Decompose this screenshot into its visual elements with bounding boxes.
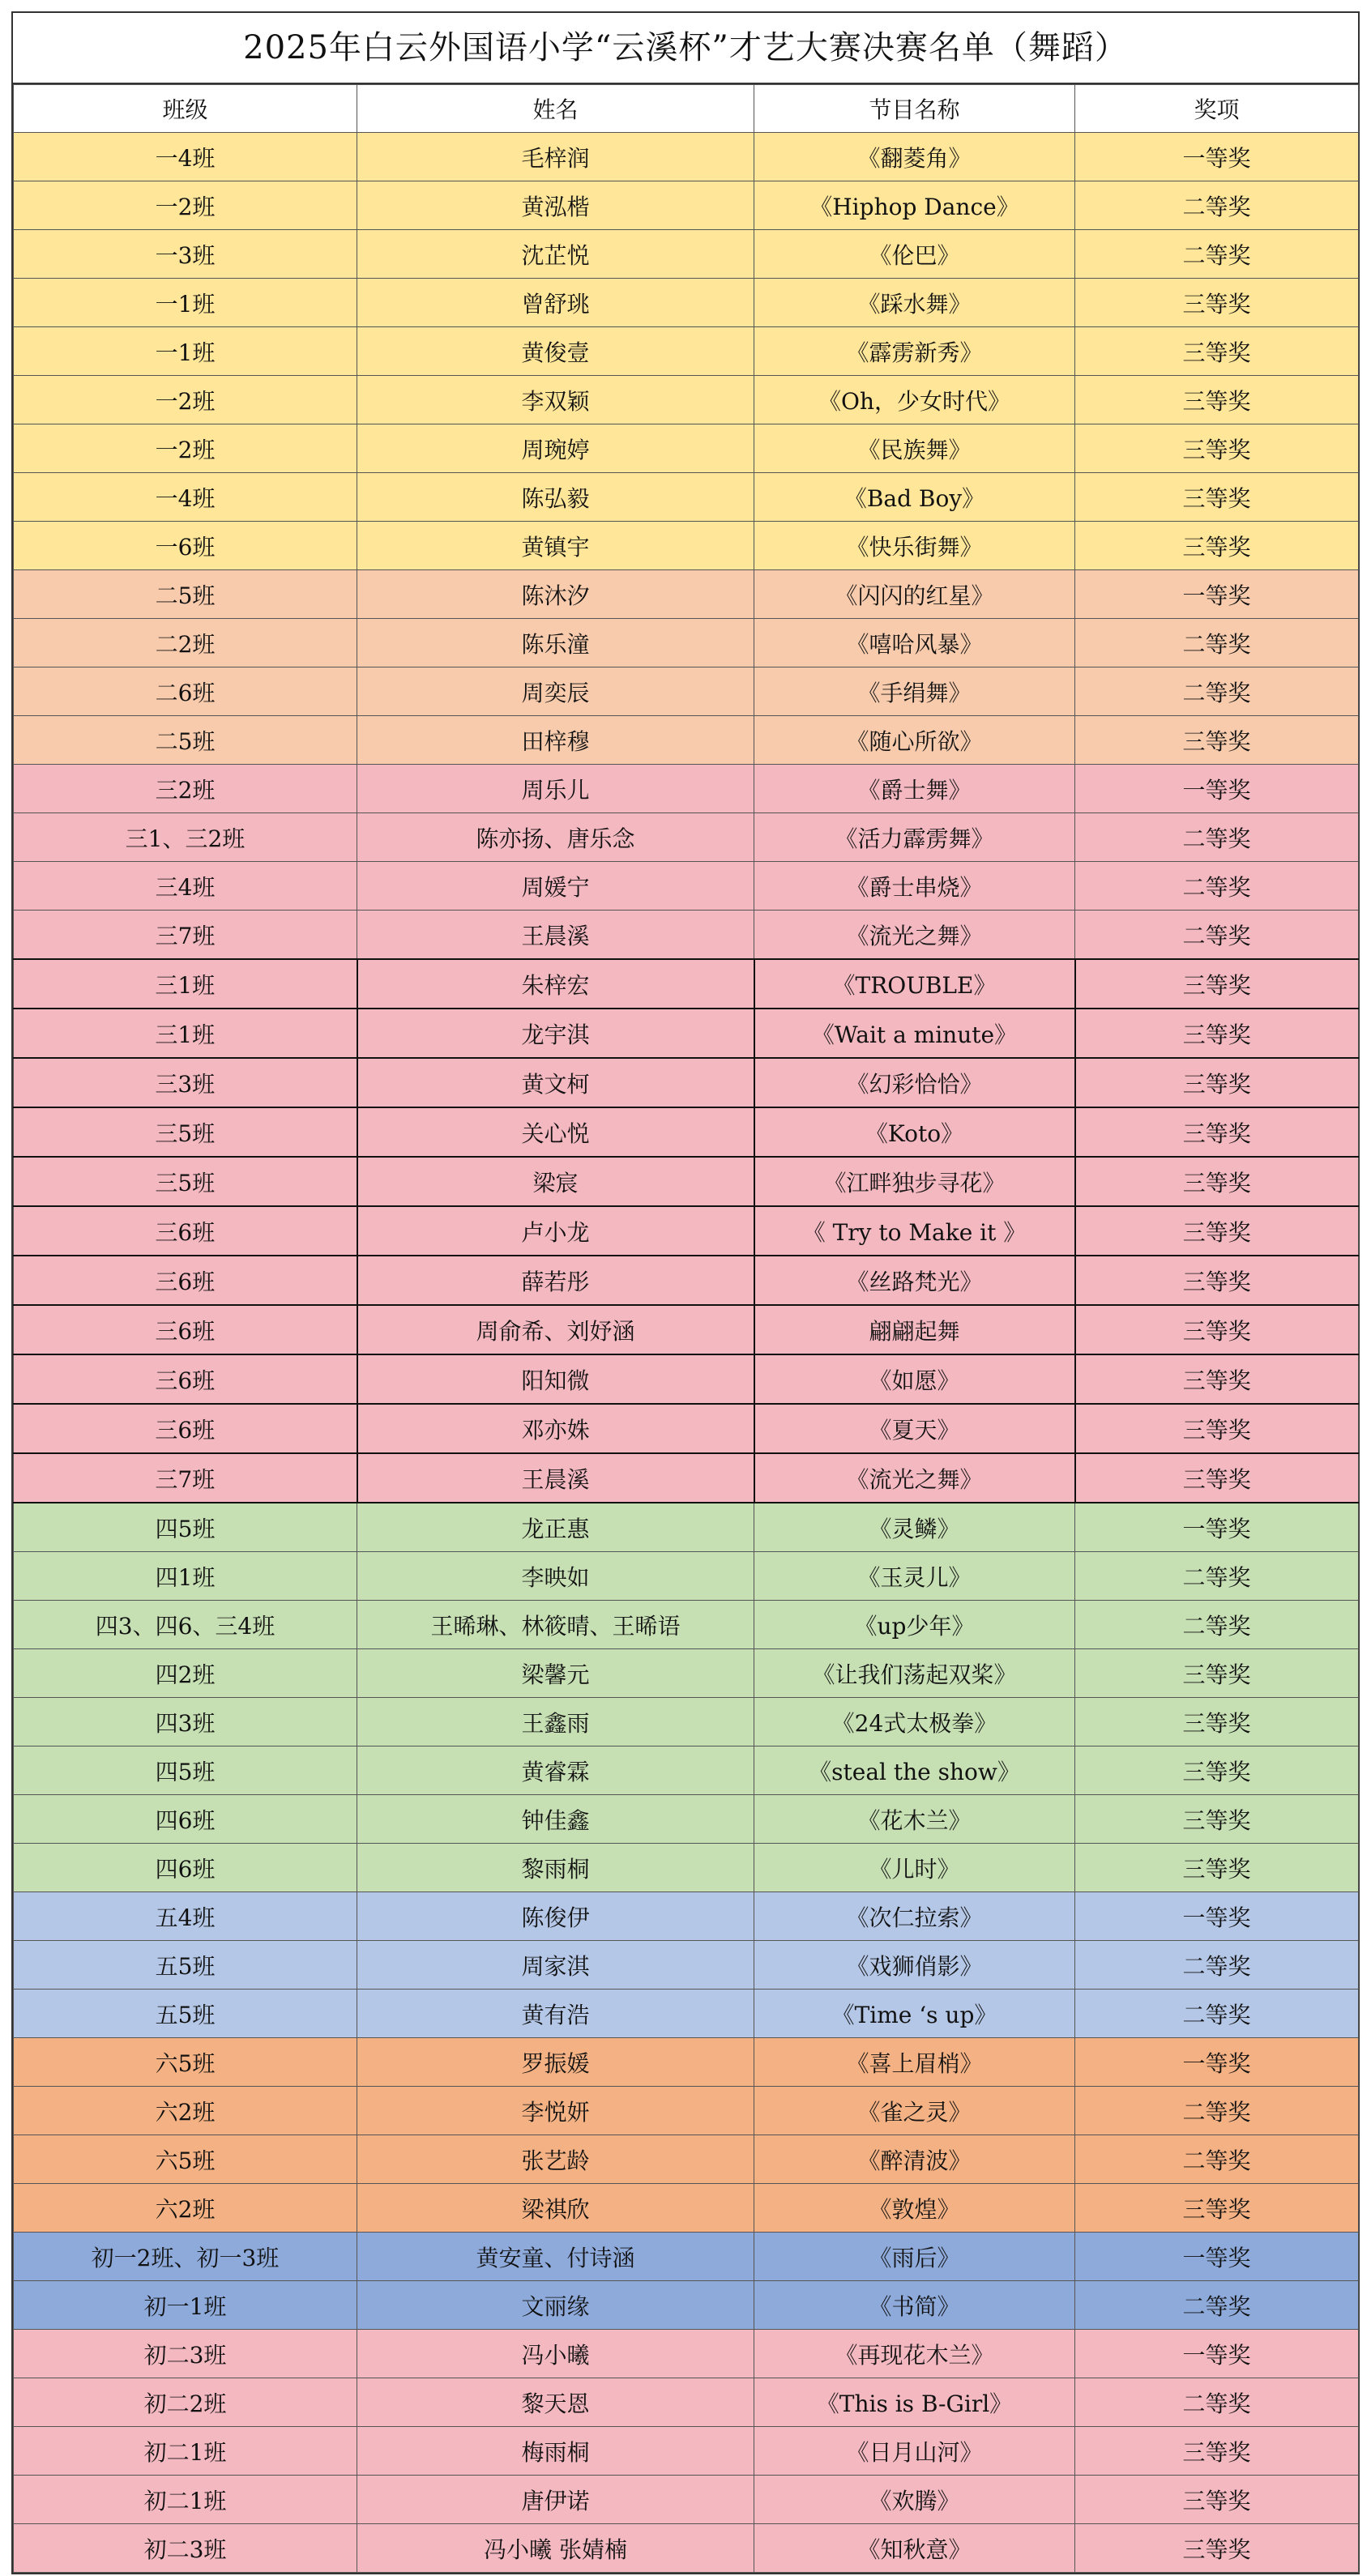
class-cell[interactable]: 三6班 [14, 1305, 357, 1354]
student-name-cell[interactable]: 黄安童、付诗涵 [357, 2233, 754, 2281]
table-row [14, 667, 1359, 716]
table-row [14, 181, 1359, 230]
header-award[interactable]: 奖项 [1075, 85, 1359, 133]
student-name-cell[interactable]: 王晨溪 [357, 911, 754, 960]
table-row [14, 133, 1359, 181]
student-name-cell[interactable]: 阳知微 [357, 1354, 754, 1404]
student-name-cell[interactable]: 罗振媛 [357, 2038, 754, 2087]
award-cell[interactable]: 二等奖 [1075, 1552, 1359, 1601]
award-cell[interactable]: 三等奖 [1075, 1206, 1359, 1256]
student-name-cell[interactable]: 黄文柯 [357, 1058, 754, 1107]
table-row [14, 1206, 1359, 1256]
table-body [14, 133, 1359, 2573]
student-name-cell[interactable]: 王鑫雨 [357, 1698, 754, 1746]
student-name-cell[interactable]: 梁祺欣 [357, 2184, 754, 2233]
student-name-cell[interactable]: 周奕辰 [357, 667, 754, 716]
award-cell[interactable]: 二等奖 [1075, 911, 1359, 960]
student-name-cell[interactable]: 周家淇 [357, 1941, 754, 1990]
student-name-cell[interactable]: 周乐儿 [357, 765, 754, 813]
table-row [14, 570, 1359, 619]
program-title-cell[interactable]: 《Wait a minute》 [754, 1009, 1075, 1058]
table-row [14, 1941, 1359, 1990]
table-row [14, 1107, 1359, 1157]
table-row [14, 522, 1359, 570]
award-cell[interactable]: 三等奖 [1075, 522, 1359, 570]
table-row [14, 765, 1359, 813]
student-name-cell[interactable]: 张艺龄 [357, 2135, 754, 2184]
student-name-cell[interactable]: 冯小曦 张婧楠 [357, 2524, 754, 2573]
program-title-cell[interactable]: 《Oh，少女时代》 [754, 376, 1075, 424]
program-title-cell[interactable]: 《流光之舞》 [754, 1453, 1075, 1503]
program-title-cell[interactable]: 《翻菱角》 [754, 133, 1075, 181]
award-cell[interactable]: 三等奖 [1075, 1107, 1359, 1157]
class-cell[interactable]: 三1班 [14, 959, 357, 1009]
student-name-cell[interactable]: 陈弘毅 [357, 473, 754, 522]
table-row [14, 1058, 1359, 1107]
program-title-cell[interactable]: 《江畔独步寻花》 [754, 1157, 1075, 1206]
table-row [14, 2184, 1359, 2233]
student-name-cell[interactable]: 黄泓楷 [357, 181, 754, 230]
class-cell[interactable]: 六5班 [14, 2038, 357, 2087]
table-row [14, 959, 1359, 1009]
program-title-cell[interactable]: 《嘻哈风暴》 [754, 619, 1075, 667]
program-title-cell[interactable]: 《如愿》 [754, 1354, 1075, 1404]
table-row [14, 1698, 1359, 1746]
class-cell[interactable]: 一4班 [14, 473, 357, 522]
program-title-cell[interactable]: 《爵士串烧》 [754, 862, 1075, 911]
table-row [14, 2281, 1359, 2330]
program-title-cell[interactable]: 《花木兰》 [754, 1795, 1075, 1844]
class-cell[interactable]: 三3班 [14, 1058, 357, 1107]
program-title-cell[interactable]: 《活力霹雳舞》 [754, 813, 1075, 862]
class-cell[interactable]: 四5班 [14, 1503, 357, 1552]
table-row [14, 1990, 1359, 2038]
table-row [14, 2038, 1359, 2087]
award-cell[interactable]: 二等奖 [1075, 667, 1359, 716]
award-cell[interactable]: 三等奖 [1075, 424, 1359, 473]
student-name-cell[interactable]: 黄有浩 [357, 1990, 754, 2038]
student-name-cell[interactable]: 冯小曦 [357, 2330, 754, 2378]
student-name-cell[interactable]: 龙正惠 [357, 1503, 754, 1552]
class-cell[interactable]: 四3班 [14, 1698, 357, 1746]
student-name-cell[interactable]: 周琬婷 [357, 424, 754, 473]
class-cell[interactable]: 三7班 [14, 1453, 357, 1503]
table-row [14, 1305, 1359, 1354]
class-cell[interactable]: 三5班 [14, 1107, 357, 1157]
award-cell[interactable]: 一等奖 [1075, 570, 1359, 619]
class-cell[interactable]: 三6班 [14, 1354, 357, 1404]
program-title-cell[interactable]: 《玉灵儿》 [754, 1552, 1075, 1601]
program-title-cell[interactable]: 《日月山河》 [754, 2427, 1075, 2476]
header-program[interactable]: 节目名称 [754, 85, 1075, 133]
award-cell[interactable]: 三等奖 [1075, 2427, 1359, 2476]
student-name-cell[interactable]: 黎天恩 [357, 2378, 754, 2427]
class-cell[interactable]: 六2班 [14, 2087, 357, 2135]
spreadsheet [11, 11, 1360, 2574]
class-cell[interactable]: 一1班 [14, 327, 357, 376]
award-cell[interactable]: 二等奖 [1075, 181, 1359, 230]
award-cell[interactable]: 一等奖 [1075, 1892, 1359, 1941]
student-name-cell[interactable]: 李悦妍 [357, 2087, 754, 2135]
program-title-cell[interactable]: 《Hiphop Dance》 [754, 181, 1075, 230]
program-title-cell[interactable]: 《随心所欲》 [754, 716, 1075, 765]
class-cell[interactable]: 一6班 [14, 522, 357, 570]
program-title-cell[interactable]: 《踩水舞》 [754, 279, 1075, 327]
award-cell[interactable]: 二等奖 [1075, 862, 1359, 911]
class-cell[interactable]: 三4班 [14, 862, 357, 911]
student-name-cell[interactable]: 李双颖 [357, 376, 754, 424]
award-cell[interactable]: 二等奖 [1075, 2087, 1359, 2135]
award-cell[interactable]: 二等奖 [1075, 1941, 1359, 1990]
header-row [14, 85, 1359, 133]
student-name-cell[interactable]: 田梓穆 [357, 716, 754, 765]
student-name-cell[interactable]: 王晨溪 [357, 1453, 754, 1503]
award-cell[interactable]: 二等奖 [1075, 1990, 1359, 2038]
class-cell[interactable]: 四3、四6、三4班 [14, 1601, 357, 1649]
award-cell[interactable]: 一等奖 [1075, 133, 1359, 181]
page-title: 2025年白云外国语小学“云溪杯”才艺大赛决赛名单（舞蹈） [13, 13, 1358, 84]
table-row [14, 1453, 1359, 1503]
student-name-cell[interactable]: 毛梓润 [357, 133, 754, 181]
class-cell[interactable]: 二5班 [14, 716, 357, 765]
award-cell[interactable]: 三等奖 [1075, 1305, 1359, 1354]
award-cell[interactable]: 三等奖 [1075, 2476, 1359, 2524]
program-title-cell[interactable]: 《24式太极拳》 [754, 1698, 1075, 1746]
student-name-cell[interactable]: 龙宇淇 [357, 1009, 754, 1058]
award-cell[interactable]: 三等奖 [1075, 716, 1359, 765]
table-row [14, 2135, 1359, 2184]
program-title-cell[interactable]: 《夏天》 [754, 1404, 1075, 1453]
award-cell[interactable]: 二等奖 [1075, 2281, 1359, 2330]
table-row [14, 2427, 1359, 2476]
table-row [14, 2524, 1359, 2573]
student-name-cell[interactable]: 邓亦姝 [357, 1404, 754, 1453]
award-cell[interactable]: 二等奖 [1075, 2135, 1359, 2184]
student-name-cell[interactable]: 周媛宁 [357, 862, 754, 911]
class-cell[interactable]: 初二2班 [14, 2378, 357, 2427]
award-cell[interactable]: 三等奖 [1075, 376, 1359, 424]
program-title-cell[interactable]: 《Time ‘s up》 [754, 1990, 1075, 2038]
program-title-cell[interactable]: 《爵士舞》 [754, 765, 1075, 813]
class-cell[interactable]: 一2班 [14, 376, 357, 424]
class-cell[interactable]: 一2班 [14, 424, 357, 473]
table-row [14, 230, 1359, 279]
class-cell[interactable]: 四6班 [14, 1795, 357, 1844]
student-name-cell[interactable]: 陈俊伊 [357, 1892, 754, 1941]
program-title-cell[interactable]: 《民族舞》 [754, 424, 1075, 473]
program-title-cell[interactable]: 《让我们荡起双桨》 [754, 1649, 1075, 1698]
award-cell[interactable]: 三等奖 [1075, 1009, 1359, 1058]
table-row [14, 2476, 1359, 2524]
class-cell[interactable]: 四6班 [14, 1844, 357, 1892]
class-cell[interactable]: 一2班 [14, 181, 357, 230]
program-title-cell[interactable]: 《知秋意》 [754, 2524, 1075, 2573]
award-cell[interactable]: 三等奖 [1075, 1746, 1359, 1795]
award-cell[interactable]: 一等奖 [1075, 2330, 1359, 2378]
award-cell[interactable]: 三等奖 [1075, 1256, 1359, 1305]
program-title-cell[interactable]: 《灵鳞》 [754, 1503, 1075, 1552]
class-cell[interactable]: 初二3班 [14, 2524, 357, 2573]
student-name-cell[interactable]: 文丽缘 [357, 2281, 754, 2330]
table-row [14, 862, 1359, 911]
table-row [14, 1746, 1359, 1795]
program-title-cell[interactable]: 《up少年》 [754, 1601, 1075, 1649]
program-title-cell[interactable]: 《 Try to Make it 》 [754, 1206, 1075, 1256]
student-name-cell[interactable]: 黄俊壹 [357, 327, 754, 376]
student-name-cell[interactable]: 梁馨元 [357, 1649, 754, 1698]
student-name-cell[interactable]: 陈乐潼 [357, 619, 754, 667]
class-cell[interactable]: 一3班 [14, 230, 357, 279]
program-title-cell[interactable]: 《steal the show》 [754, 1746, 1075, 1795]
class-cell[interactable]: 三7班 [14, 911, 357, 960]
student-name-cell[interactable]: 沈芷悦 [357, 230, 754, 279]
program-title-cell[interactable]: 《幻彩恰恰》 [754, 1058, 1075, 1107]
student-name-cell[interactable]: 卢小龙 [357, 1206, 754, 1256]
award-cell[interactable]: 三等奖 [1075, 959, 1359, 1009]
class-cell[interactable]: 三2班 [14, 765, 357, 813]
program-title-cell[interactable]: 《This is B-Girl》 [754, 2378, 1075, 2427]
student-name-cell[interactable]: 黎雨桐 [357, 1844, 754, 1892]
table-row [14, 716, 1359, 765]
student-name-cell[interactable]: 王晞琳、林筱晴、王晞语 [357, 1601, 754, 1649]
table-row [14, 619, 1359, 667]
class-cell[interactable]: 二2班 [14, 619, 357, 667]
table-row [14, 911, 1359, 960]
class-cell[interactable]: 五4班 [14, 1892, 357, 1941]
program-title-cell[interactable]: 《流光之舞》 [754, 911, 1075, 960]
award-cell[interactable]: 三等奖 [1075, 1795, 1359, 1844]
award-cell[interactable]: 三等奖 [1075, 1157, 1359, 1206]
student-name-cell[interactable]: 唐伊诺 [357, 2476, 754, 2524]
award-cell[interactable]: 三等奖 [1075, 1649, 1359, 1698]
table-row [14, 1157, 1359, 1206]
program-title-cell[interactable]: 《欢腾》 [754, 2476, 1075, 2524]
table-row [14, 1552, 1359, 1601]
table-row [14, 2087, 1359, 2135]
class-cell[interactable]: 三1班 [14, 1009, 357, 1058]
program-title-cell[interactable]: 《雀之灵》 [754, 2087, 1075, 2135]
program-title-cell[interactable]: 《书简》 [754, 2281, 1075, 2330]
award-cell[interactable]: 三等奖 [1075, 1354, 1359, 1404]
table-row [14, 327, 1359, 376]
award-cell[interactable]: 三等奖 [1075, 1404, 1359, 1453]
table-row [14, 376, 1359, 424]
class-cell[interactable]: 六5班 [14, 2135, 357, 2184]
class-cell[interactable]: 三5班 [14, 1157, 357, 1206]
student-name-cell[interactable]: 黄睿霖 [357, 1746, 754, 1795]
program-title-cell[interactable]: 《手绢舞》 [754, 667, 1075, 716]
student-name-cell[interactable]: 陈亦扬、唐乐念 [357, 813, 754, 862]
student-name-cell[interactable]: 陈沐汐 [357, 570, 754, 619]
student-name-cell[interactable]: 曾舒珧 [357, 279, 754, 327]
student-name-cell[interactable]: 梅雨桐 [357, 2427, 754, 2476]
class-cell[interactable]: 三6班 [14, 1206, 357, 1256]
table-row [14, 2330, 1359, 2378]
class-cell[interactable]: 五5班 [14, 1941, 357, 1990]
student-name-cell[interactable]: 黄镇宇 [357, 522, 754, 570]
class-cell[interactable]: 四5班 [14, 1746, 357, 1795]
table-row [14, 813, 1359, 862]
program-title-cell[interactable]: 《快乐街舞》 [754, 522, 1075, 570]
program-title-cell[interactable]: 《闪闪的红星》 [754, 570, 1075, 619]
class-cell[interactable]: 三1、三2班 [14, 813, 357, 862]
class-cell[interactable]: 四2班 [14, 1649, 357, 1698]
program-title-cell[interactable]: 翩翩起舞 [754, 1305, 1075, 1354]
class-cell[interactable]: 二6班 [14, 667, 357, 716]
class-cell[interactable]: 初二3班 [14, 2330, 357, 2378]
student-name-cell[interactable]: 周俞希、刘妤涵 [357, 1305, 754, 1354]
award-cell[interactable]: 三等奖 [1075, 2184, 1359, 2233]
class-cell[interactable]: 一4班 [14, 133, 357, 181]
student-name-cell[interactable]: 薛若彤 [357, 1256, 754, 1305]
award-cell[interactable]: 一等奖 [1075, 765, 1359, 813]
program-title-cell[interactable]: 《戏狮俏影》 [754, 1941, 1075, 1990]
student-name-cell[interactable]: 关心悦 [357, 1107, 754, 1157]
class-cell[interactable]: 三6班 [14, 1404, 357, 1453]
table-row [14, 1354, 1359, 1404]
award-cell[interactable]: 三等奖 [1075, 473, 1359, 522]
table-row [14, 2378, 1359, 2427]
award-cell[interactable]: 三等奖 [1075, 1058, 1359, 1107]
class-cell[interactable]: 三6班 [14, 1256, 357, 1305]
program-title-cell[interactable]: 《儿时》 [754, 1844, 1075, 1892]
program-title-cell[interactable]: 《霹雳新秀》 [754, 327, 1075, 376]
award-cell[interactable]: 三等奖 [1075, 279, 1359, 327]
program-title-cell[interactable]: 《TROUBLE》 [754, 959, 1075, 1009]
award-cell[interactable]: 一等奖 [1075, 2233, 1359, 2281]
class-cell[interactable]: 初一1班 [14, 2281, 357, 2330]
program-title-cell[interactable]: 《Koto》 [754, 1107, 1075, 1157]
program-title-cell[interactable]: 《再现花木兰》 [754, 2330, 1075, 2378]
table-row [14, 1795, 1359, 1844]
class-cell[interactable]: 初一2班、初一3班 [14, 2233, 357, 2281]
award-cell[interactable]: 三等奖 [1075, 1698, 1359, 1746]
header-name[interactable]: 姓名 [357, 85, 754, 133]
class-cell[interactable]: 初二1班 [14, 2476, 357, 2524]
program-title-cell[interactable]: 《丝路梵光》 [754, 1256, 1075, 1305]
table-row [14, 1649, 1359, 1698]
program-title-cell[interactable]: 《敦煌》 [754, 2184, 1075, 2233]
table-row [14, 1404, 1359, 1453]
table-row [14, 1844, 1359, 1892]
award-cell[interactable]: 二等奖 [1075, 2378, 1359, 2427]
table-row [14, 1256, 1359, 1305]
class-cell[interactable]: 五5班 [14, 1990, 357, 2038]
header-class[interactable]: 班级 [14, 85, 357, 133]
award-cell[interactable]: 二等奖 [1075, 1601, 1359, 1649]
award-cell[interactable]: 一等奖 [1075, 1503, 1359, 1552]
table-row [14, 2233, 1359, 2281]
program-title-cell[interactable]: 《雨后》 [754, 2233, 1075, 2281]
class-cell[interactable]: 二5班 [14, 570, 357, 619]
class-cell[interactable]: 初二1班 [14, 2427, 357, 2476]
table-row [14, 424, 1359, 473]
program-title-cell[interactable]: 《醉清波》 [754, 2135, 1075, 2184]
class-cell[interactable]: 一1班 [14, 279, 357, 327]
award-cell[interactable]: 三等奖 [1075, 1844, 1359, 1892]
award-cell[interactable]: 一等奖 [1075, 2038, 1359, 2087]
student-name-cell[interactable]: 朱梓宏 [357, 959, 754, 1009]
table-row [14, 1009, 1359, 1058]
program-title-cell[interactable]: 《Bad Boy》 [754, 473, 1075, 522]
program-title-cell[interactable]: 《喜上眉梢》 [754, 2038, 1075, 2087]
table-row [14, 1601, 1359, 1649]
table-row [14, 1503, 1359, 1552]
award-cell[interactable]: 二等奖 [1075, 619, 1359, 667]
student-name-cell[interactable]: 梁宸 [357, 1157, 754, 1206]
program-title-cell[interactable]: 《伦巴》 [754, 230, 1075, 279]
award-cell[interactable]: 二等奖 [1075, 813, 1359, 862]
award-cell[interactable]: 三等奖 [1075, 327, 1359, 376]
award-cell[interactable]: 二等奖 [1075, 230, 1359, 279]
award-cell[interactable]: 三等奖 [1075, 1453, 1359, 1503]
program-title-cell[interactable]: 《次仁拉索》 [754, 1892, 1075, 1941]
table-row [14, 473, 1359, 522]
table-row [14, 279, 1359, 327]
results-table [13, 84, 1359, 2573]
student-name-cell[interactable]: 钟佳鑫 [357, 1795, 754, 1844]
award-cell[interactable]: 三等奖 [1075, 2524, 1359, 2573]
table-row [14, 1892, 1359, 1941]
class-cell[interactable]: 四1班 [14, 1552, 357, 1601]
class-cell[interactable]: 六2班 [14, 2184, 357, 2233]
student-name-cell[interactable]: 李映如 [357, 1552, 754, 1601]
